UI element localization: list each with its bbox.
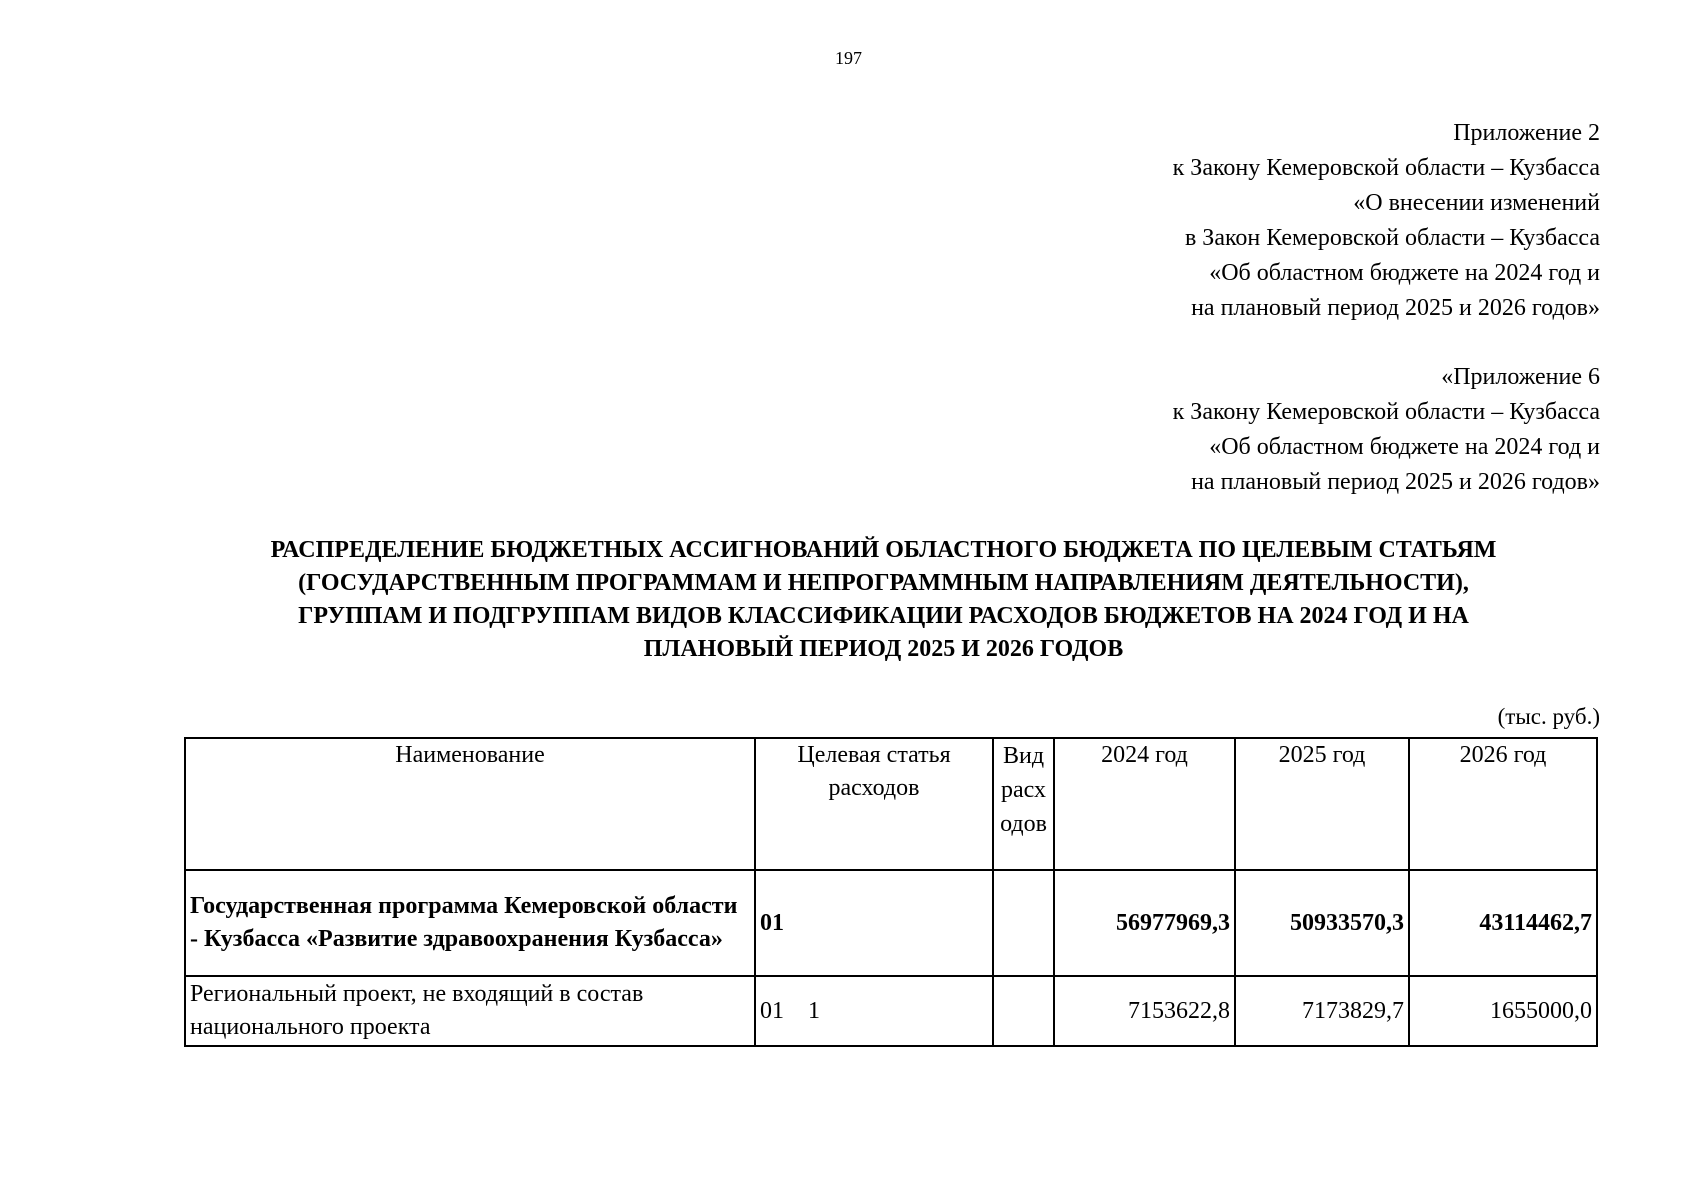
header-target-line: Целевая статья: [797, 742, 951, 768]
annex-2-line: Приложение 2: [1453, 120, 1600, 146]
budget-table: [184, 737, 1598, 1047]
header-target-line: расходов: [828, 775, 920, 801]
annex-6-heading: [1173, 360, 1600, 500]
row-target-code: 01: [755, 870, 993, 976]
header-2025: 2025 год: [1235, 738, 1409, 870]
annex-6-line: на плановый период 2025 и 2026 годов»: [1191, 469, 1600, 495]
row-value-2025: 7173829,7: [1235, 976, 1409, 1046]
annex-6-line: «Приложение 6: [1441, 364, 1600, 390]
row-value-2024: 7153622,8: [1054, 976, 1235, 1046]
table-header-row: [185, 738, 1597, 870]
annex-2-line: на плановый период 2025 и 2026 годов»: [1191, 295, 1600, 321]
document-title: [170, 534, 1597, 666]
title-line: (ГОСУДАРСТВЕННЫМ ПРОГРАММАМ И НЕПРОГРАММНЫМ НАПРАВЛЕНИЯМ ДЕЯТЕЛЬНОСТИ),: [298, 570, 1469, 596]
page-number: 197: [835, 48, 862, 68]
title-line: ПЛАНОВЫЙ ПЕРИОД 2025 И 2026 ГОДОВ: [643, 636, 1124, 662]
header-name: Наименование: [185, 738, 755, 870]
row-value-2026: 1655000,0: [1409, 976, 1597, 1046]
title-line: ГРУППАМ И ПОДГРУППАМ ВИДОВ КЛАССИФИКАЦИИ РАСХОДОВ БЮДЖЕТОВ НА 2024 ГОД И НА: [298, 603, 1469, 629]
units-label: (тыс. руб.): [1497, 704, 1600, 729]
header-type-line: Вид: [1002, 743, 1045, 769]
annex-2-line: «О внесении изменений: [1353, 190, 1600, 216]
row-name: Региональный проект, не входящий в состав национального проекта: [185, 976, 755, 1046]
header-2026: 2026 год: [1409, 738, 1597, 870]
row-expense-type: [993, 976, 1054, 1046]
table-row: [185, 870, 1597, 976]
title-line: РАСПРЕДЕЛЕНИЕ БЮДЖЕТНЫХ АССИГНОВАНИЙ ОБЛАСТНОГО БЮДЖЕТА ПО ЦЕЛЕВЫМ СТАТЬЯМ: [270, 537, 1497, 563]
annex-2-heading: [1173, 116, 1600, 326]
row-expense-type: [993, 870, 1054, 976]
annex-2-line: к Закону Кемеровской области – Кузбасса: [1172, 155, 1600, 181]
row-target-code: 01 1: [755, 976, 993, 1046]
row-value-2026: 43114462,7: [1409, 870, 1597, 976]
header-type-line: одов: [1000, 811, 1047, 837]
table-row: [185, 976, 1597, 1046]
header-2024: 2024 год: [1054, 738, 1235, 870]
annex-6-line: «Об областном бюджете на 2024 год и: [1209, 434, 1600, 460]
annex-2-line: «Об областном бюджете на 2024 год и: [1209, 260, 1600, 286]
row-value-2025: 50933570,3: [1235, 870, 1409, 976]
row-value-2024: 56977969,3: [1054, 870, 1235, 976]
row-name: Государственная программа Кемеровской области - Кузбасса «Развитие здравоохранения Кузбасса»: [185, 870, 755, 976]
annex-6-line: к Закону Кемеровской области – Кузбасса: [1172, 399, 1600, 425]
header-type-line: расх: [1001, 777, 1046, 803]
header-target-article: [755, 738, 993, 870]
header-expense-type: [993, 738, 1054, 870]
annex-2-line: в Закон Кемеровской области – Кузбасса: [1184, 225, 1600, 251]
